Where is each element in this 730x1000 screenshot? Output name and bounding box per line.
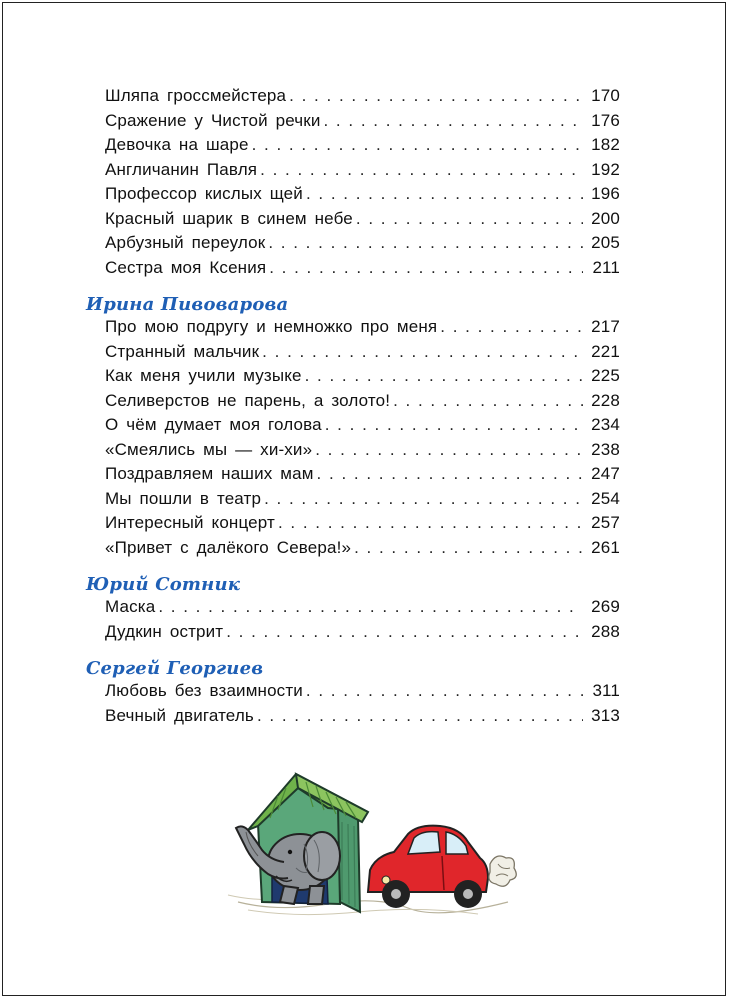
entry-page: 182 [591,135,620,154]
toc-entry[interactable] [86,464,620,489]
entry-title: Про мою подругу и немножко про меня [105,317,438,336]
dot-leader [257,706,583,726]
entry-page: 196 [591,184,620,203]
dot-leader [226,622,583,642]
toc-group-georgiev [86,646,620,730]
author-heading: Сергей Георгиев [86,658,264,679]
toc-entry[interactable] [86,160,620,185]
entry-page: 221 [591,341,620,361]
toc-entry[interactable] [86,135,620,160]
entry-title: Селиверстов не парень, а золото! [105,390,391,410]
elephant-doghouse-car-icon [218,752,518,937]
toc-entry[interactable] [86,111,620,136]
dot-leader [262,342,583,362]
toc-entry[interactable] [86,597,620,622]
entry-title: Профессор кислых щей [105,184,303,203]
toc-entry[interactable] [86,415,620,440]
entry-title: Шляпа гроссмейстера [105,86,287,105]
dot-leader [260,160,583,180]
toc-entry[interactable] [86,342,620,367]
dot-leader [269,258,583,278]
red-car [368,826,488,908]
dot-leader [306,681,583,701]
table-of-contents [86,86,620,730]
dot-leader [278,513,583,533]
author-heading: Юрий Сотник [86,574,241,595]
dot-leader [317,464,583,484]
toc-group-pivovarova [86,282,620,562]
entry-page: 200 [591,208,620,228]
entry-page: 205 [591,233,620,252]
author-heading: Ирина Пивоварова [86,294,289,315]
entry-title: Англичанин Павля [105,159,258,179]
entry-page: 234 [591,415,620,434]
dot-leader [158,597,583,617]
toc-entry[interactable] [86,258,620,283]
toc-entry[interactable] [86,209,620,234]
entry-title: Любовь без взаимности [105,681,303,700]
toc-entry[interactable] [86,513,620,538]
entry-title: О чём думает моя голова [105,415,322,434]
entry-title: Мы пошли в театр [105,488,262,508]
toc-entry[interactable] [86,622,620,647]
entry-page: 170 [591,86,620,105]
entry-title: Как меня учили музыке [105,366,302,385]
toc-entry[interactable] [86,366,620,391]
entry-title: «Смеялись мы — хи-хи» [105,439,313,459]
entry-page: 225 [591,366,620,385]
entry-page: 217 [591,317,620,336]
entry-page: 254 [591,488,620,508]
dot-leader [325,415,583,435]
entry-page: 269 [591,597,620,616]
entry-title: Красный шарик в синем небе [105,208,353,228]
entry-title: Дудкин острит [105,621,224,641]
dot-leader [323,111,583,131]
dot-leader [268,233,583,253]
exhaust-smoke [489,856,516,886]
entry-title: Сражение у Чистой речки [105,110,321,130]
entry-title: Поздравляем наших мам [105,464,314,483]
entry-title: Интересный концерт [105,513,275,532]
dot-leader [440,317,583,337]
entry-page: 247 [591,464,620,483]
dot-leader [393,391,583,411]
toc-group-sotnik [86,562,620,646]
toc-entry[interactable] [86,440,620,465]
entry-page: 176 [591,110,620,130]
toc-entry[interactable] [86,538,620,563]
entry-title: Маска [105,597,156,616]
entry-title: Сестра моя Ксения [105,257,267,277]
entry-page: 261 [591,537,620,557]
toc-entry[interactable] [86,184,620,209]
dot-leader [264,489,583,509]
dot-leader [306,184,583,204]
entry-title: Странный мальчик [105,341,260,361]
toc-entry[interactable] [86,233,620,258]
toc-group-continued [86,86,620,282]
dot-leader [315,440,583,460]
entry-page: 228 [591,390,620,410]
entry-title: Арбузный переулок [105,233,266,252]
entry-title: Девочка на шаре [105,135,249,154]
toc-entry[interactable] [86,706,620,731]
toc-entry[interactable] [86,86,620,111]
entry-page: 257 [591,513,620,532]
dot-leader [252,135,583,155]
entry-page: 192 [591,159,620,179]
toc-entry[interactable] [86,489,620,514]
entry-title: Вечный двигатель [105,705,254,725]
toc-entry[interactable] [86,681,620,706]
entry-page: 313 [591,705,620,725]
dot-leader [289,86,583,106]
dot-leader [356,209,583,229]
dot-leader [354,538,583,558]
dot-leader [305,366,583,386]
entry-title: «Привет с далёкого Севера!» [105,537,352,557]
toc-entry[interactable] [86,391,620,416]
entry-page: 238 [591,439,620,459]
entry-page: 211 [592,257,620,277]
entry-page: 288 [591,621,620,641]
toc-entry[interactable] [86,317,620,342]
entry-page: 311 [592,681,620,700]
